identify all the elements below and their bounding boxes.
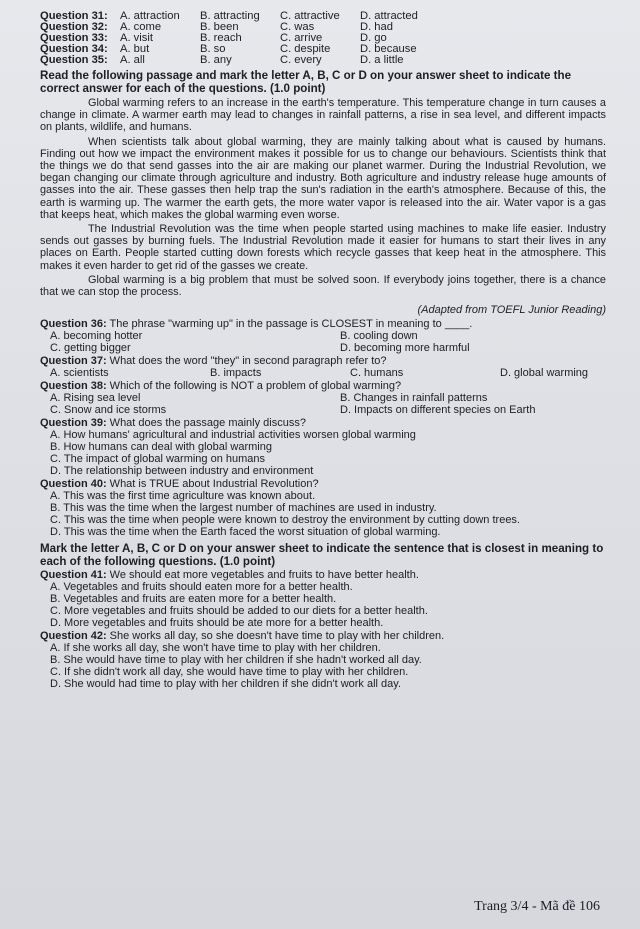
question-label: Question 35: — [40, 54, 108, 66]
question-label: Question 34: — [40, 43, 108, 55]
option-c: C. was — [280, 21, 315, 33]
option-c: C. every — [280, 54, 322, 66]
passage-paragraph: When scientists talk about global warming, they are mainly talking about what is caused by humans. Finding out how we impact the environment makes it possible for us to change our behaviours. Scientists think that the things we do that send gasses into the air are making our planet warmer. During the Industrial Revolution, we began changing our climate through agriculture and industry. Both agriculture and industry release huge amounts of gasses into the air. These gasses then help trap the sun's radiation in the earth's atmosphere. Because of this, the earth is warming up. The warmer the earth gets, the more water vapor is released into the air. Water vapor is a gas that keeps heat, which makes the global warming even worse. — [40, 135, 606, 221]
question-40 — [40, 478, 606, 538]
option-a: A. visit — [120, 32, 153, 44]
option-b: B. Vegetables and fruits are eaten more for a better health. — [50, 592, 337, 605]
question-stem: Question 39: What does the passage mainly discuss? — [40, 416, 306, 429]
question-36 — [40, 318, 606, 354]
question-stem: Question 41: We should eat more vegetables and fruits to have better health. — [40, 568, 419, 581]
option-b: B. any — [200, 54, 232, 66]
option-c: C. attractive — [280, 10, 340, 22]
question-stem: Question 37: What does the word "they" in second paragraph refer to? — [40, 354, 387, 367]
answer-row — [40, 10, 606, 21]
option-b: B. reach — [200, 32, 242, 44]
question-39 — [40, 417, 606, 477]
answer-rows — [40, 10, 606, 65]
option-b: B. This was the time when the largest number of machines are used in industry. — [50, 501, 437, 514]
passage-source: (Adapted from TOEFL Junior Reading) — [417, 304, 606, 317]
option-d: D. Impacts on different species on Earth — [340, 403, 536, 416]
option-a: A. but — [120, 43, 150, 55]
page-footer: Trang 3/4 - Mã đề 106 — [474, 899, 600, 914]
passage-paragraph: The Industrial Revolution was the time when people started using machines to make life easier. Industry sends out gasses by burning fuels. The Industrial Revolution made it easier for humans to start their lives in any places on Earth. People started cutting down forests which recycle gasses that keep heat in the atmosphere. This makes it even harder to get rid of the gasses we create. — [40, 223, 606, 272]
question-stem: Question 36: The phrase "warming up" in the passage is CLOSEST in meaning to ____. — [40, 317, 473, 330]
option-b: B. so — [200, 43, 226, 55]
question-stem: Question 42: She works all day, so she doesn't have time to play with her children. — [40, 629, 445, 642]
option-c: C. humans — [350, 366, 404, 379]
option-c: C. The impact of global warming on humans — [50, 452, 266, 465]
option-a: A. Vegetables and fruits should eaten more for a better health. — [50, 580, 353, 593]
option-a: A. scientists — [50, 366, 109, 379]
option-d: D. go — [360, 32, 387, 44]
instruction-reading: Read the following passage and mark the letter A, B, C or D on your answer sheet to indicate the correct answer for each of the questions. (1.0 point) — [40, 69, 572, 95]
option-a: A. This was the first time agriculture was known about. — [50, 489, 316, 502]
question-41 — [40, 569, 606, 629]
option-a: A. attraction — [120, 10, 180, 22]
option-d: D. attracted — [360, 10, 418, 22]
answer-row — [40, 32, 606, 43]
option-a: A. If she works all day, she won't have time to play with her children. — [50, 641, 381, 654]
option-c: C. Snow and ice storms — [50, 403, 167, 416]
instruction-sentence: Mark the letter A, B, C or D on your answer sheet to indicate the sentence that is closest in meaning to each of the following questions. (1.0 point) — [40, 541, 604, 568]
option-d: D. More vegetables and fruits should be ate more for a better health. — [50, 616, 384, 629]
option-d: D. had — [360, 21, 393, 33]
question-label: Question 31: — [40, 10, 108, 22]
option-d: D. because — [360, 43, 417, 55]
question-42 — [40, 630, 606, 690]
passage-paragraph: Global warming refers to an increase in the earth's temperature. This temperature change in turn causes a change in climate. A warmer earth may lead to changes in rainfall patterns, a rise in sea level, and different impacts on plants, wildlife, and humans. — [40, 97, 606, 134]
option-c: C. despite — [280, 43, 331, 55]
answer-row — [40, 54, 606, 65]
option-a: A. come — [120, 21, 162, 33]
option-a: A. Rising sea level — [50, 391, 141, 404]
question-label: Question 32: — [40, 21, 108, 33]
answer-row — [40, 21, 606, 32]
question-label: Question 33: — [40, 32, 108, 44]
option-c: C. If she didn't work all day, she would have time to play with her children. — [50, 665, 409, 678]
option-a: A. How humans' agricultural and industrial activities worsen global warming — [50, 428, 416, 441]
option-d: D. The relationship between industry and environment — [50, 464, 314, 477]
option-b: B. She would have time to play with her children if she hadn't worked all day. — [50, 653, 422, 666]
question-stem: Question 40: What is TRUE about Industrial Revolution? — [40, 477, 319, 490]
option-b: B. impacts — [210, 366, 262, 379]
answer-row — [40, 43, 606, 54]
option-c: C. More vegetables and fruits should be added to our diets for a better health. — [50, 604, 428, 617]
option-c: C. arrive — [280, 32, 323, 44]
option-b: B. cooling down — [340, 329, 418, 342]
option-c: C. getting bigger — [50, 341, 131, 354]
question-stem: Question 38: Which of the following is NOT a problem of global warming? — [40, 379, 402, 392]
question-38 — [40, 380, 606, 416]
passage-paragraph: Global warming is a big problem that must be solved soon. If everybody joins together, there is a chance that we can stop the process. — [40, 273, 606, 299]
option-b: B. attracting — [200, 10, 260, 22]
option-d: D. She would had time to play with her children if she didn't work all day. — [50, 677, 402, 690]
option-a: A. all — [120, 54, 145, 66]
option-b: B. How humans can deal with global warming — [50, 440, 272, 453]
question-37 — [40, 355, 606, 379]
option-d: D. global warming — [500, 366, 589, 379]
option-c: C. This was the time when people were known to destroy the environment by cutting down trees. — [50, 513, 520, 526]
page-content — [40, 10, 606, 690]
option-d: D. a little — [360, 54, 404, 66]
option-d: D. This was the time when the Earth faced the worst situation of global warming. — [50, 525, 441, 538]
option-d: D. becoming more harmful — [340, 341, 470, 354]
option-b: B. Changes in rainfall patterns — [340, 391, 488, 404]
option-b: B. been — [200, 21, 239, 33]
option-a: A. becoming hotter — [50, 329, 143, 342]
